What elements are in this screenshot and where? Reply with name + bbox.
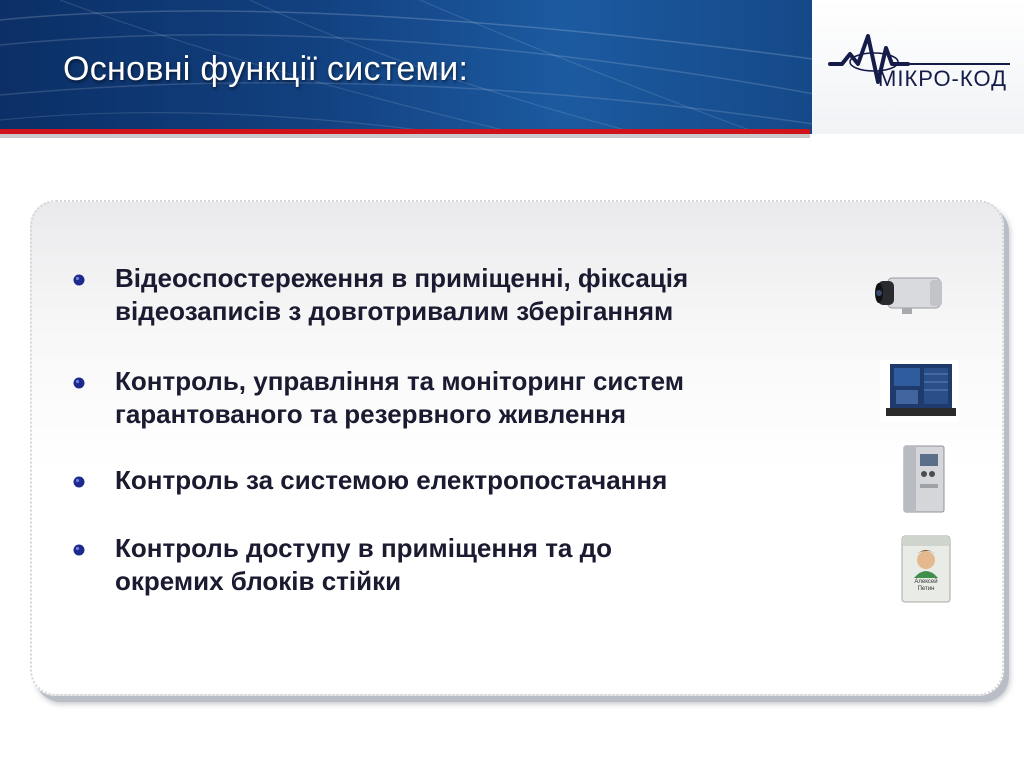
bullet-text-line: Контроль, управління та моніторинг систем (115, 366, 684, 396)
access-card-graphic (900, 534, 952, 604)
bullet-text-line: окремих блоків стійки (115, 566, 402, 596)
access-card-icon (900, 534, 952, 604)
bullet-text-line: відеозаписів з довготривалим зберіганням (115, 296, 674, 326)
bullet-dot-icon (73, 544, 85, 556)
bullet-text-line: Контроль доступу в приміщення та до (115, 533, 612, 563)
header-grey-divider (0, 134, 810, 138)
generator-icon (880, 360, 958, 422)
bullet-dot-icon (73, 377, 85, 389)
logo-text: МІКРО-КОД (878, 66, 1007, 91)
card-name-line: Петин (917, 586, 935, 592)
stabilizer-icon (898, 444, 950, 516)
bullet-text-line: Відеоспостереження в приміщенні, фіксація (115, 263, 689, 293)
bullet-dot-icon (73, 274, 85, 286)
camera-icon (872, 268, 948, 322)
slide-title: Основні функції системи: (63, 50, 469, 88)
bullet-text-line: Контроль за системою електропостачання (115, 465, 668, 495)
bullet-text-line: гарантованого та резервного живлення (115, 399, 626, 429)
card-name-line: Алексей (914, 579, 938, 585)
bullet-dot-icon (73, 476, 85, 488)
